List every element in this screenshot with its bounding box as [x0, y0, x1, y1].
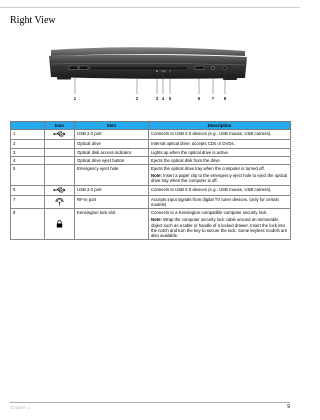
row-number: 2: [11, 140, 45, 148]
row-number: 5: [11, 165, 45, 185]
row-description: Ejects the optical drive tray when the computer is turned off.: [151, 166, 265, 172]
row-note: [151, 173, 288, 184]
row-number: 8: [11, 209, 45, 240]
row-number: 1: [11, 130, 45, 140]
row-item: Optical disk access indicator: [75, 148, 149, 156]
page-number: 9: [287, 404, 290, 410]
table-row: [11, 165, 291, 185]
callout-7: 7: [211, 96, 215, 101]
callout-8: 8: [223, 96, 227, 101]
row-number: 4: [11, 156, 45, 164]
callout-5: 5: [168, 96, 172, 101]
row-item: Kensington lock slot: [75, 209, 149, 240]
row-description: Ejects the optical disk from the drive.: [149, 156, 291, 164]
note-text: Wrap the computer security lock cable around an immovable object such as a table or handle of a locked drawer. Insert the lock into the notch and turn the key to secure the lock. Some keyless models are also available.: [151, 217, 288, 239]
callout-4: 4: [161, 96, 165, 101]
header-item: Item: [75, 122, 149, 130]
rf-antenna-icon: [55, 198, 64, 206]
header-description: Description: [149, 122, 291, 130]
callout-2: 2: [135, 96, 139, 101]
row-number: 7: [11, 195, 45, 209]
laptop-right-side-image: [45, 42, 250, 104]
header-rule: [0, 7, 300, 8]
callout-6: 6: [197, 96, 201, 101]
note-text: Insert a paper clip to the emergency eject hole to eject the optical drive tray when the computer is off.: [151, 172, 288, 184]
row-item: Emergency eject hole: [75, 165, 149, 185]
callout-1: 1: [73, 96, 77, 101]
row-item: USB 2.0 port: [75, 185, 149, 195]
row-number: 3: [11, 148, 45, 156]
usb-icon: [53, 131, 67, 137]
header-num: [11, 122, 45, 130]
table-row: [11, 156, 291, 164]
row-description: Connects to USB 2.0 devices (e.g., USB mouse, USB camera).: [149, 130, 291, 140]
row-description: Connects to USB 2.0 devices (e.g., USB mouse, USB camera).: [149, 185, 291, 195]
note-label: Note:: [151, 217, 162, 223]
row-description: Connects to a Kensington-compatible computer security lock.: [151, 210, 268, 216]
row-item: RF-in port: [75, 195, 149, 209]
table-row: [11, 185, 291, 195]
table-row: [11, 130, 291, 140]
row-description: Internal optical drive; accepts CDs or DVDs.: [149, 140, 291, 148]
row-description: Lights up when the optical drive is active.: [149, 148, 291, 156]
table-row: [11, 209, 291, 240]
row-item: Optical drive: [75, 140, 149, 148]
callout-3: 3: [155, 96, 159, 101]
page-footer: [10, 402, 290, 411]
table-row: [11, 140, 291, 148]
table-row: [11, 148, 291, 156]
row-item: Optical drive eject button: [75, 156, 149, 164]
table-row: [11, 195, 291, 209]
footer-chapter: Chapter 1: [10, 405, 30, 410]
header-icon: Icon: [45, 122, 75, 130]
row-item: USB 2.0 port: [75, 130, 149, 140]
row-note: [151, 217, 288, 238]
lock-icon: [56, 220, 63, 228]
usb-icon: [53, 187, 67, 193]
row-number: 6: [11, 185, 45, 195]
note-label: Note:: [151, 172, 162, 178]
ports-table: [10, 121, 291, 240]
row-description: Accepts input signals from digital TV tuner devices. (only for certain models): [149, 195, 291, 209]
section-title: Right View: [10, 15, 56, 26]
table-header-row: [11, 122, 291, 130]
